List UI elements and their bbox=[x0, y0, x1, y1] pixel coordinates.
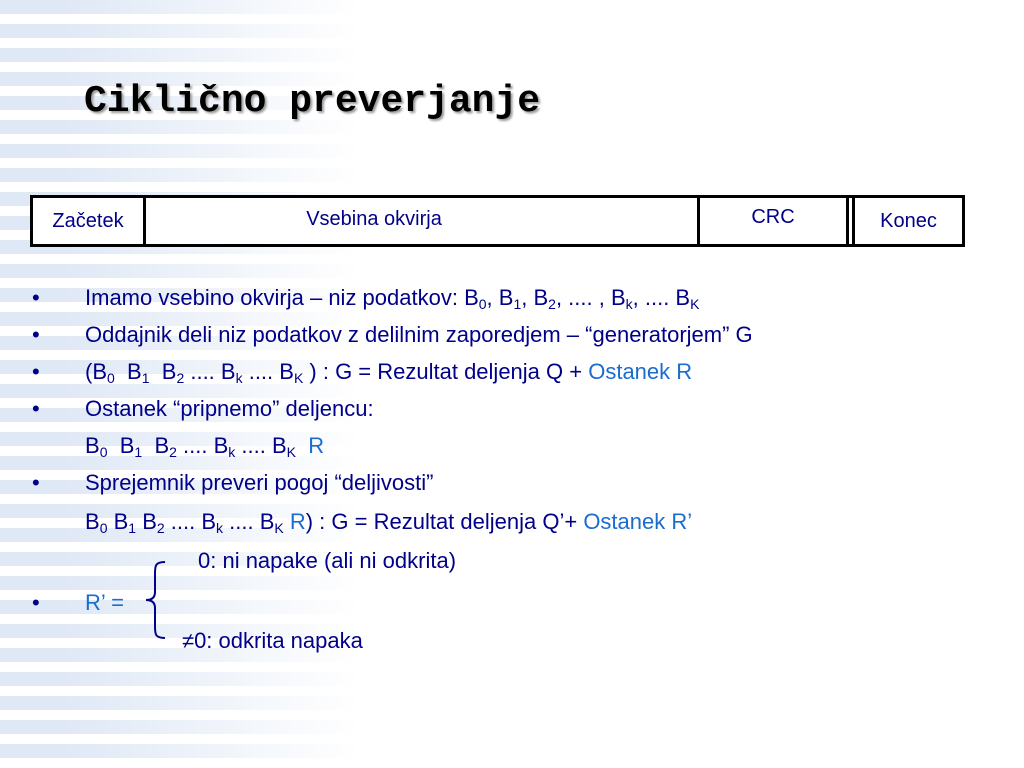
bullet-marker: • bbox=[32, 285, 40, 310]
case-error-detected: ≠0: odkrita napaka bbox=[182, 628, 363, 653]
bullet-marker: • bbox=[32, 359, 40, 384]
bullet-marker: • bbox=[32, 590, 40, 615]
bullet-item-data-sequence: Imamo vsebino okvirja – niz podatkov: $B_0$, $B_1$, $B_2$, .... , $B_k$, .... $B_K$ bbox=[85, 285, 700, 312]
bullet-marker: • bbox=[32, 470, 40, 495]
bullet-item-division: ($B_0$ $B_1$ $B_2$ .... $B_k$ .... $B_K$ ) : G = Rezultat deljenja Q + Ostanek R bbox=[85, 359, 693, 386]
bullet-item-append-remainder: Ostanek “pripnemo” deljencu: bbox=[85, 396, 374, 421]
curly-brace-icon bbox=[143, 560, 169, 640]
case-no-error: 0: ni napake (ali ni odkrita) bbox=[198, 548, 457, 573]
slide-title: Ciklično preverjanje bbox=[84, 80, 541, 123]
bullet-item-r-prime: R’ = bbox=[85, 590, 124, 615]
frame-end-label: Konec bbox=[880, 209, 937, 232]
frame-start-label: Začetek bbox=[52, 209, 124, 232]
frame-content-label: Vsebina okvirja bbox=[306, 208, 442, 230]
frame-crc-label: CRC bbox=[751, 206, 795, 228]
bullet-item-receiver-check: Sprejemnik preveri pogoj “deljivosti” bbox=[85, 470, 434, 495]
bullet-item-generator: Oddajnik deli niz podatkov z delilnim zaporedjem – “generatorjem” G bbox=[85, 322, 753, 347]
bullet-marker: • bbox=[32, 322, 40, 347]
bullet-marker: • bbox=[32, 396, 40, 421]
appended-sequence-line: $B_0$ $B_1$ $B_2$ .... $B_k$ .... $B_K$ R bbox=[85, 433, 325, 460]
receiver-division-line: $B_0$ $B_1$ $B_2$ .... $B_k$ .... $B_K$ R) : G = Rezultat deljenja Q’+ Ostanek R’ bbox=[85, 509, 693, 536]
